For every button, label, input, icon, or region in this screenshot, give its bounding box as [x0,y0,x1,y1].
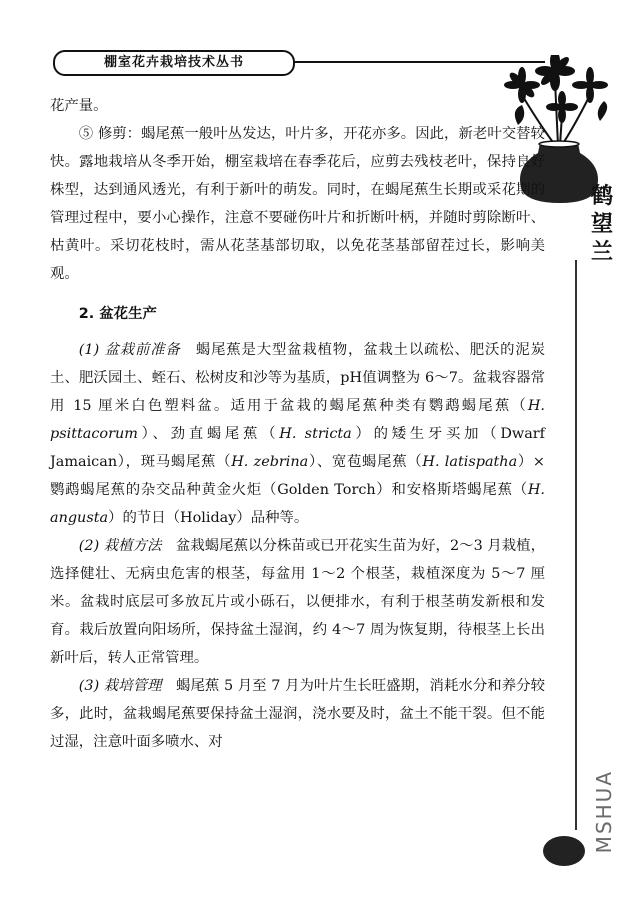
paragraph: 花产量。 [50,98,108,114]
latin-name: H. stricta [279,426,352,442]
side-chapter-title [582,182,622,266]
section-heading: 2. 盆花生产 [78,306,157,322]
text-run: ）的节日（Holiday）品种等。 [108,510,309,526]
page-number-marker [543,836,585,866]
series-title-badge: 棚室花卉栽培技术丛书 [53,50,295,76]
paragraph [50,672,545,756]
latin-name: H. latispatha [422,454,518,470]
text-run: 盆栽蝎尾蕉以分株苗或已开花实生苗为好，2～3 月栽植，选择健壮、无病虫危害的根茎，每盆用 1～2 个根茎，栽植深度为 5～7 厘米。盆栽时底层可多放瓦片或小砾石，以便排水，有利于根茎萌发新根和发育。栽后放置向阳场所，保持盆土湿润，约 4～7 周为恢复期，待根茎上长出新叶后，转人正常管理。 [50,538,545,666]
side-title-char: 望 [590,211,613,237]
text-run: 蝎尾蕉是大型盆栽植物，盆栽土以疏松、肥沃的泥炭土、肥沃园土、蛭石、松树皮和沙等为基质，pH值调整为 6～7。盆栽容器常用 15 厘米白色塑料盆。适用于盆栽的蝎尾蕉种类有鹦鹉蝎尾蕉（ [50,342,545,414]
body-text [50,92,545,756]
watermark: MSHUA [592,770,616,854]
subsection-label: (3) 栽培管理 [78,678,162,694]
latin-name: H. angusta [50,482,545,526]
text-run: 蝎尾蕉 5 月至 7 月为叶片生长旺盛期，消耗水分和养分较多，此时，盆栽蝎尾蕉要保持盆土湿润，浇水要及时，盆土不能干裂。但不能过湿，注意叶面多喷水、对 [50,678,545,750]
text-run: ）、劲直蝎尾蕉（ [137,426,280,442]
subsection-label: (1) 盆栽前准备 [78,342,181,358]
paragraph [50,336,545,532]
text-run: ）× 鹦鹉蝎尾蕉的杂交品种黄金火炬（Golden Torch）和安格斯塔蝎尾蕉（ [50,454,545,498]
side-title-char: 鹤 [590,183,613,209]
side-rule [575,260,577,830]
latin-name: H. psittacorum [50,398,545,442]
subsection-label: (2) 栽植方法 [78,538,162,554]
paragraph: ⑤ 修剪：蝎尾蕉一般叶丛发达，叶片多，开花亦多。因此，新老叶交替较快。露地栽培从冬季开始，棚室栽培在春季花后，应剪去残枝老叶，保持良好株型，达到通风透光，有利于新叶的萌发。同时，在蝎尾蕉生长期或采花期的管理过程中，要小心操作，注意不要碰伤叶片和折断叶柄，并随时剪除断叶、枯黄叶。采切花枝时，需从花茎基部切取，以免花茎基部留茬过长，影响美观。 [50,126,545,282]
text-run: ）、宽苞蝎尾蕉（ [308,454,423,470]
text-run: ）的矮生牙买加（Dwarf Jamaican），斑马蝎尾蕉（ [50,426,545,470]
side-title-char: 兰 [590,239,613,265]
latin-name: H. zebrina [231,454,309,470]
paragraph [50,532,545,672]
